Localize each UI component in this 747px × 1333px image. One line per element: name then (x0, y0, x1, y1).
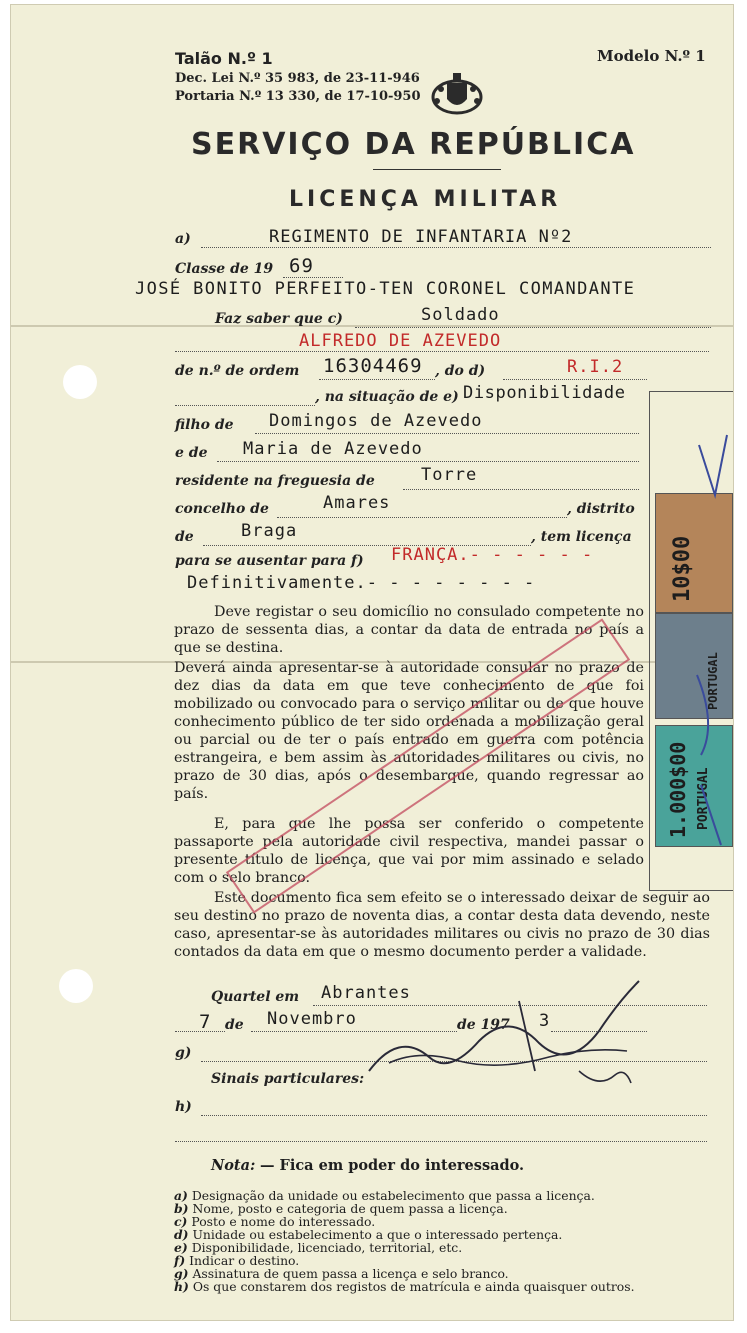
date-day: 7 (199, 1011, 212, 1033)
dotted-line (175, 351, 709, 352)
footnote-h: h) Os que constarem dos registos de matrícula e ainda quaisquer outros. (174, 1279, 635, 1294)
ordem-label: de n.º de ordem (175, 363, 300, 379)
rank: Soldado (421, 305, 500, 325)
sinais-label: Sinais particulares: (211, 1071, 365, 1087)
service-number: 16304469 (323, 355, 423, 377)
barracks-location: Abrantes (321, 983, 411, 1003)
document-title: SERVIÇO DA REPÚBLICA (191, 127, 636, 162)
father-name: Domingos de Azevedo (269, 411, 483, 431)
classe-year: 69 (289, 255, 314, 277)
unit-name: REGIMENTO DE INFANTARIA Nº2 (269, 227, 573, 247)
dotted-line (175, 1031, 225, 1032)
dotted-line (355, 327, 711, 328)
duration: Definitivamente.- - - - - - - - (187, 573, 536, 593)
paragraph-passport: E, para que lhe possa ser conferido o competente passaporte pela autoridade civil respectiva, mandei passar o presente título de licença, que vai por mim assinado e selado com o selo branco. (174, 816, 644, 886)
footnote-c: c) Posto e nome do interessado. (174, 1214, 376, 1229)
licenca-label: , tem licença (531, 529, 632, 545)
paragraph-consulate: Deve registar o seu domicílio no consulado competente no prazo de sessenta dias, a contar da data de entrada no país a que se destina. (174, 604, 644, 656)
dotted-line (175, 1141, 707, 1142)
do-label: , do d) (435, 363, 486, 379)
residente-label: residente na freguesia de (175, 473, 375, 489)
g-label: g) (175, 1045, 192, 1061)
issuing-officer: JOSÉ BONITO PERFEITO-TEN CORONEL COMANDANTE (135, 279, 636, 299)
soldier-name: ALFREDO DE AZEVEDO (299, 331, 502, 351)
dotted-line (217, 461, 639, 462)
footnote-f: f) Indicar o destino. (174, 1253, 300, 1268)
stamp-value: 1.000$00 (666, 741, 690, 838)
destination: FRANÇA.- - - - - - (391, 545, 594, 565)
district: Braga (241, 521, 298, 541)
pen-scribble (691, 425, 734, 879)
concelho-label: concelho de (175, 501, 269, 517)
dotted-line (503, 379, 647, 380)
year-digit: 3 (539, 1011, 551, 1031)
licence-document (10, 4, 734, 1321)
ede-label: e de (175, 445, 208, 461)
paragraph-validity: Este documento fica sem efeito se o interessado deixar de seguir ao seu destino no prazo de noventa dias, a contar desta data devendo, neste caso, apresentar-se às autoridades militares ou civis no prazo de 30 dias contados da data em que o mesmo documento perder a validade. (174, 890, 710, 960)
nota-label: Nota: (211, 1157, 256, 1174)
dotted-line (283, 277, 343, 278)
quartel-label: Quartel em (211, 989, 300, 1005)
coat-of-arms-emblem (427, 71, 487, 121)
portaria: Portaria N.º 13 330, de 17-10-950 (175, 89, 421, 104)
distrito-label: , distrito (567, 501, 635, 517)
filho-label: filho de (175, 417, 234, 433)
footnote-e: e) Disponibilidade, licenciado, territorial, etc. (174, 1240, 463, 1255)
unit-code: R.I.2 (567, 357, 624, 377)
de-label: de (175, 529, 194, 545)
year-label: de 197 (457, 1017, 510, 1033)
faz-saber-label: Faz saber que c) (215, 311, 343, 327)
stamp-country: PORTUGAL (706, 652, 720, 710)
footnote-d: d) Unidade ou estabelecimento a que o interessado pertença. (174, 1227, 563, 1242)
punch-hole (59, 969, 93, 1003)
nota (211, 1157, 524, 1174)
dotted-line (201, 1115, 707, 1116)
title-rule (373, 169, 501, 170)
footnote-a: a) Designação da unidade ou estabelecimento que passa a licença. (174, 1188, 595, 1203)
stamp-country: PORTUGAL (696, 767, 711, 830)
ausentar-label: para se ausentar para f) (175, 553, 364, 569)
nota-text: — Fica em poder do interessado. (259, 1157, 525, 1174)
decree-law: Dec. Lei N.º 35 983, de 23-11-946 (175, 71, 420, 86)
field-a-label: a) (175, 231, 191, 247)
municipality: Amares (323, 493, 391, 513)
document-subtitle: LICENÇA MILITAR (289, 187, 562, 212)
footnote-b: b) Nome, posto e categoria de quem passa a licença. (174, 1201, 508, 1216)
dotted-line (255, 433, 639, 434)
stamp-value: 10$00 (670, 535, 695, 602)
dotted-line (201, 247, 711, 248)
classe-label: Classe de 19 (175, 261, 274, 277)
situation: Disponibilidade (463, 383, 626, 403)
punch-hole (63, 365, 97, 399)
talao-number: Talão N.º 1 (175, 49, 273, 68)
dotted-line (277, 517, 567, 518)
dotted-line (319, 379, 435, 380)
de-label: de (225, 1017, 244, 1033)
modelo-number: Modelo N.º 1 (597, 47, 706, 65)
paragraph-mobilization: Deverá ainda apresentar-se à autoridade consular no prazo de dez dias da data em que teve conhecimento de que foi mobilizado ou convocado para o serviço militar ou de que houve conhecimento público de ter sido ordenada a mobilização geral ou parcial ou de ter o país entrado em guerra com potência estrangeira, e bem assim às autoridades militares ou civis, no prazo de 30 dias, após o desembarque, quando regressar ao país. (174, 660, 644, 802)
date-month: Novembro (267, 1009, 357, 1029)
dotted-line (403, 489, 639, 490)
situacao-label: , na situação de e) (315, 389, 459, 405)
handwritten-signature (359, 971, 659, 1105)
dotted-line (175, 405, 315, 406)
parish: Torre (421, 465, 478, 485)
footnote-g: g) Assinatura de quem passa a licença e selo branco. (174, 1266, 509, 1281)
h-label: h) (175, 1099, 192, 1115)
mother-name: Maria de Azevedo (243, 439, 423, 459)
